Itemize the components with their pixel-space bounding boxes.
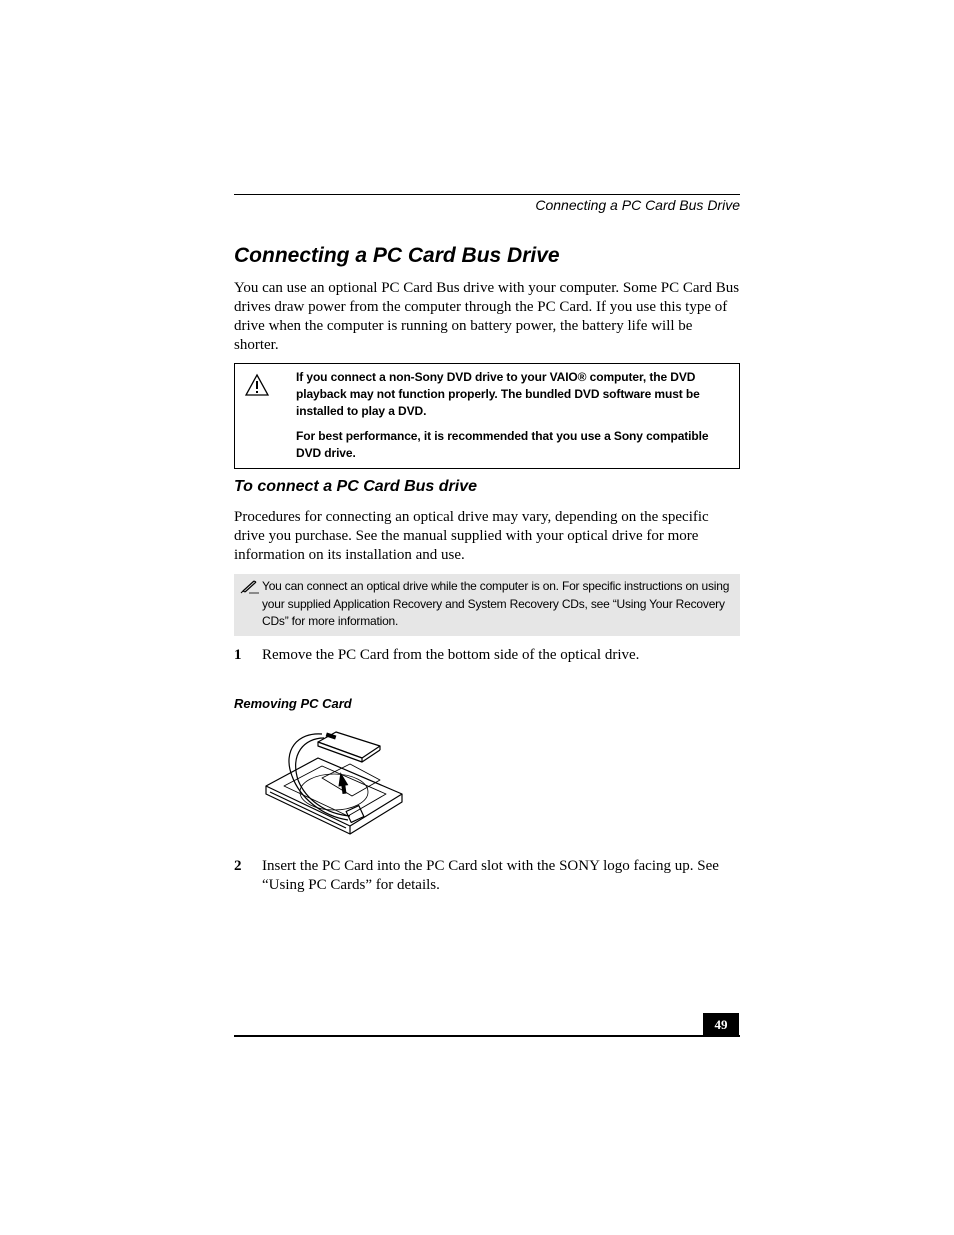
step-number: 1 bbox=[234, 647, 242, 663]
step-text: Remove the PC Card from the bottom side of the optical drive. bbox=[262, 647, 640, 663]
note-text: You can connect an optical drive while the computer is on. For specific instructions on using your supplied Application Recovery and System Recovery CDs, see “Using Your Recovery CDs” for more information. bbox=[262, 579, 730, 628]
procedure-intro: Procedures for connecting an optical drive may vary, depending on the specific drive you purchase. See the manual supplied with your optical drive for more information on its installation and use. bbox=[234, 509, 709, 563]
warning-text-2: For best performance, it is recommended that you use a Sony compatible DVD drive. bbox=[296, 429, 709, 460]
step-text: Insert the PC Card into the PC Card slot with the SONY logo facing up. See “Using PC Cards” for details. bbox=[262, 858, 719, 893]
warning-text-1: If you connect a non-Sony DVD drive to your VAIO® computer, the DVD playback may not function properly. The bundled DVD software must be installed to play a DVD. bbox=[296, 370, 700, 418]
running-header: Connecting a PC Card Bus Drive bbox=[535, 197, 740, 213]
intro-paragraph: You can use an optional PC Card Bus drive with your computer. Some PC Card Bus drives draw power from the computer through the PC Card. If you use this type of drive when the computer is running on battery power, the battery life will be shorter. bbox=[234, 280, 740, 353]
footer-rule bbox=[234, 1035, 740, 1037]
page-number: 49 bbox=[703, 1013, 739, 1037]
header-rule bbox=[234, 194, 740, 195]
figure-caption: Removing PC Card bbox=[234, 696, 352, 711]
pencil-note-icon bbox=[240, 578, 260, 594]
pc-card-removal-illustration bbox=[262, 728, 412, 848]
section-heading: To connect a PC Card Bus drive bbox=[234, 478, 478, 495]
step-number: 2 bbox=[234, 858, 242, 874]
warning-triangle-icon bbox=[245, 373, 269, 397]
page-title: Connecting a PC Card Bus Drive bbox=[234, 244, 560, 267]
